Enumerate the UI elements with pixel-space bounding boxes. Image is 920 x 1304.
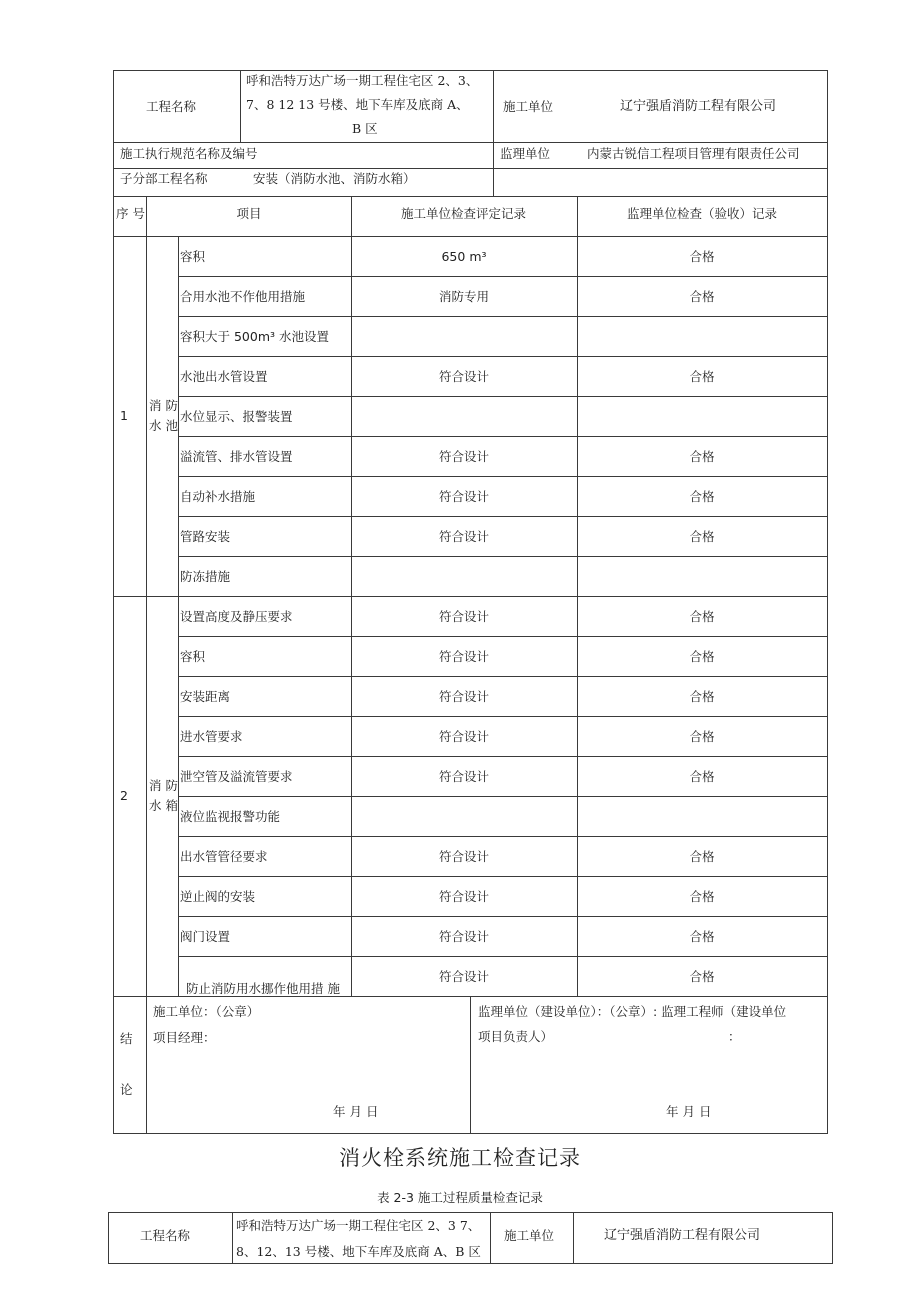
row-supervisor-record: 合格 [689, 969, 715, 984]
row-supervisor-record: 合格 [689, 369, 715, 384]
contractor-name: 辽宁强盾消防工程有限公司 [620, 99, 777, 114]
table-hline [178, 876, 828, 877]
table-hline [113, 196, 828, 197]
table-hline [113, 142, 828, 143]
row-item: 设置高度及静压要求 [180, 609, 293, 624]
row-contractor-record: 符合设计 [438, 449, 489, 464]
row-item: 阀门设置 [180, 929, 231, 944]
row-supervisor-record: 合格 [689, 529, 715, 544]
row-item: 液位监视报警功能 [180, 809, 281, 824]
row-item: 水池出水管设置 [180, 369, 268, 384]
project-name-2-line-1: 呼和浩特万达广场一期工程住宅区 2、3 7、 [236, 1218, 481, 1233]
row-supervisor-record: 合格 [689, 289, 715, 304]
row-item: 容积大于 500m³ 水池设置 [180, 329, 329, 344]
conclusion-label-2: 论 [120, 1082, 133, 1097]
row-contractor-record: 符合设计 [438, 369, 489, 384]
right-date: 年 月 日 [666, 1104, 712, 1119]
project-name-line-3: B 区 [352, 121, 378, 136]
row-contractor-record: 符合设计 [438, 849, 489, 864]
supervisor-unit-seal: 监理单位（建设单位）：（公章）: 监理工程师（建设单位 [478, 1004, 787, 1019]
row-item: 容积 [180, 649, 206, 664]
row-supervisor-record: 合格 [689, 489, 715, 504]
table2-vline [832, 1212, 833, 1264]
table-hline [178, 476, 828, 477]
supervisor-label: 监理单位 [500, 146, 551, 161]
row-supervisor-record: 合格 [689, 249, 715, 264]
row-supervisor-record: 合格 [689, 729, 715, 744]
row-item: 自动补水措施 [180, 489, 256, 504]
table-hline [178, 316, 828, 317]
row-contractor-record: 符合设计 [438, 769, 489, 784]
row-contractor-record: 650 m³ [441, 249, 487, 264]
row-contractor-record: 符合设计 [438, 609, 489, 624]
table-hline [178, 556, 828, 557]
row-contractor-record: 消防专用 [438, 289, 489, 304]
table-vline [146, 196, 147, 996]
table2-hline [108, 1263, 833, 1264]
column-header-contractor-record: 施工单位检查评定记录 [400, 206, 526, 221]
table-hline [113, 168, 828, 169]
group-name-line-2: 水 池 [149, 418, 178, 433]
group-name-line-1: 消 防 [149, 778, 178, 793]
table-vline [146, 996, 147, 1133]
table-hline [178, 516, 828, 517]
table-hline [113, 70, 828, 71]
row-contractor-record: 符合设计 [438, 969, 489, 984]
table-hline [178, 636, 828, 637]
subdivision-name: 安装（消防水池、消防水箱） [253, 171, 416, 186]
table-hline [178, 276, 828, 277]
project-name-line-2: 7、8 12 13 号楼、地下车库及底商 A、 [246, 97, 469, 112]
project-name-label-2: 工程名称 [140, 1228, 191, 1243]
colon: ： [728, 1029, 741, 1044]
contractor-label: 施工单位 [503, 99, 554, 114]
row-supervisor-record: 合格 [689, 449, 715, 464]
contractor-name-2: 辽宁强盾消防工程有限公司 [604, 1228, 761, 1243]
row-contractor-record: 符合设计 [438, 529, 489, 544]
table-hline [178, 756, 828, 757]
subdivision-label: 子分部工程名称 [120, 171, 208, 186]
table-hline [113, 236, 828, 237]
group-seq: 1 [120, 408, 128, 423]
table2-vline [232, 1212, 233, 1264]
column-header-seq: 序 号 [116, 206, 145, 221]
row-supervisor-record: 合格 [689, 649, 715, 664]
table-hline [178, 396, 828, 397]
row-item: 容积 [180, 249, 206, 264]
project-lead: 项目负责人） [478, 1029, 554, 1044]
table-hline [178, 796, 828, 797]
table-hline [178, 676, 828, 677]
table-vline [827, 70, 828, 1133]
table2-vline [108, 1212, 109, 1264]
table-vline [470, 996, 471, 1133]
contractor-label-2: 施工单位 [504, 1228, 555, 1243]
left-date: 年 月 日 [333, 1104, 379, 1119]
row-item: 管路安装 [180, 529, 231, 544]
column-header-item: 项目 [236, 206, 262, 221]
table-vline [351, 196, 352, 996]
group-name-line-2: 水 箱 [149, 798, 178, 813]
contractor-unit-seal: 施工单位：（公章） [153, 1004, 260, 1019]
table-hline [178, 956, 828, 957]
table-hline [178, 836, 828, 837]
row-item: 防止消防用水挪作他用措 施 [186, 981, 340, 996]
supervisor-name: 内蒙古锐信工程项目管理有限责任公司 [587, 146, 800, 161]
table-hline [113, 596, 828, 597]
section-subtitle: 表 2-3 施工过程质量检查记录 [377, 1190, 543, 1205]
row-contractor-record: 符合设计 [438, 729, 489, 744]
row-contractor-record: 符合设计 [438, 649, 489, 664]
row-item: 逆止阀的安装 [180, 889, 256, 904]
row-supervisor-record: 合格 [689, 609, 715, 624]
table-vline [178, 236, 179, 996]
row-item: 水位显示、报警装置 [180, 409, 293, 424]
table-hline [178, 436, 828, 437]
group-seq: 2 [120, 788, 128, 803]
row-contractor-record: 符合设计 [438, 889, 489, 904]
table2-vline [490, 1212, 491, 1264]
project-manager: 项目经理： [153, 1030, 216, 1045]
row-item: 合用水池不作他用措施 [180, 289, 306, 304]
table2-vline [573, 1212, 574, 1264]
group-name-line-1: 消 防 [149, 398, 178, 413]
row-contractor-record: 符合设计 [438, 929, 489, 944]
table-vline [240, 70, 241, 142]
table-vline [113, 70, 114, 1133]
table-hline [178, 356, 828, 357]
conclusion-label-1: 结 [120, 1031, 133, 1046]
row-supervisor-record: 合格 [689, 889, 715, 904]
row-item: 防冻措施 [180, 569, 231, 584]
column-header-supervisor-record: 监理单位检查（验收）记录 [626, 206, 777, 221]
row-item: 安装距离 [180, 689, 231, 704]
row-item: 出水管管径要求 [180, 849, 268, 864]
row-supervisor-record: 合格 [689, 849, 715, 864]
project-name-label: 工程名称 [146, 99, 197, 114]
row-item: 泄空管及溢流管要求 [180, 769, 293, 784]
row-supervisor-record: 合格 [689, 769, 715, 784]
row-item: 进水管要求 [180, 729, 243, 744]
table2-hline [108, 1212, 833, 1213]
row-contractor-record: 符合设计 [438, 689, 489, 704]
section-title: 消火栓系统施工检查记录 [339, 1146, 581, 1170]
table-hline [113, 1133, 828, 1134]
row-supervisor-record: 合格 [689, 689, 715, 704]
project-name-line-1: 呼和浩特万达广场一期工程住宅区 2、3、 [246, 73, 479, 88]
row-contractor-record: 符合设计 [438, 489, 489, 504]
row-supervisor-record: 合格 [689, 929, 715, 944]
project-name-2-line-2: 8、12、13 号楼、地下车库及底商 A、B 区 [236, 1244, 481, 1259]
table-vline [493, 70, 494, 196]
table-vline [577, 196, 578, 996]
table-hline [178, 716, 828, 717]
table-hline [178, 916, 828, 917]
row-item: 溢流管、排水管设置 [180, 449, 293, 464]
spec-label: 施工执行规范名称及编号 [120, 146, 258, 161]
